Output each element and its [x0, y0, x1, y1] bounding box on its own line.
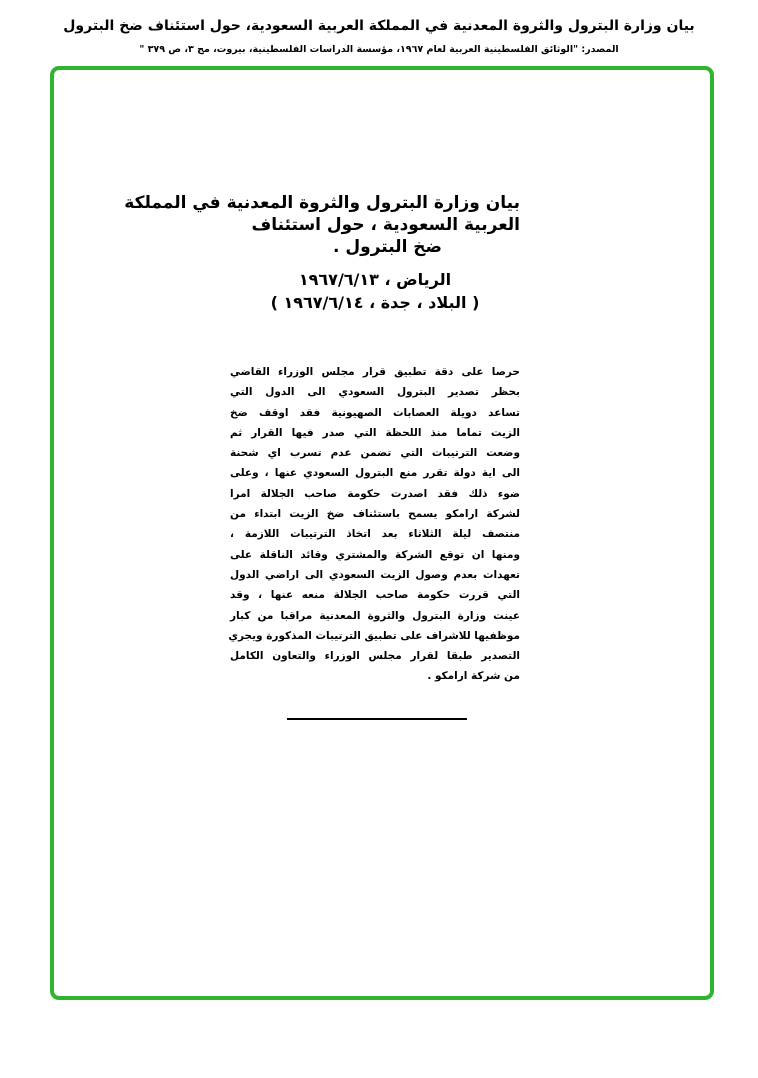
body-line: تعهدات بعدم وصول الزيت السعودي الى اراضي الدول	[230, 568, 520, 581]
body-line: وضعت الترتيبات التي تضمن عدم تسرب اي شحنة	[230, 447, 520, 460]
body-line: الزيت تماما منذ اللحظة التي صدر فيها القرار ثم	[230, 426, 520, 439]
document-title-line: ضخ البترول .	[333, 237, 442, 257]
page-header	[20, 14, 738, 58]
document-title-line: بيان وزارة البترول والثروة المعدنية في المملكة	[124, 193, 520, 213]
body-line: حرصا على دقة تطبيق قرار مجلس الوزراء القاضي	[230, 366, 520, 378]
body-line: لشركة ارامكو يسمح باستئناف ضخ الزيت ابتداء من	[230, 508, 520, 521]
body-line: موظفيها للاشراف على تطبيق الترتيبات المذكورة ويجري	[228, 629, 520, 642]
body-line: الى اية دولة تقرر منع البترول السعودي عنها ، وعلى	[230, 467, 520, 480]
body-line: منتصف ليلة الثلاثاء بعد اتخاذ الترتيبات اللازمة ،	[230, 528, 520, 541]
body-line: عينت وزارة البترول والثروة المعدنية مراقبا من كبار	[230, 609, 520, 622]
body-line: التي قررت حكومة صاحب الجلالة منعه عنها ، وقد	[230, 589, 520, 602]
body-line: ضوء ذلك فقد اصدرت حكومة صاحب الجلالة امرا	[230, 487, 520, 500]
body-line: ومنها ان توقع الشركة والمشتري وقائد الناقلة على	[230, 548, 520, 561]
body-line: تساعد دويلة العصابات الصهيونية فقد اوقف ضخ	[230, 406, 520, 419]
dateline-source: ( البلاد ، جدة ، ١٩٦٧/٦/١٤ )	[270, 293, 480, 312]
document-title-line: العربية السعودية ، حول استئناف	[251, 215, 520, 235]
body-line: التصدير طبقا لقرار مجلس الوزراء والتعاون الكامل	[230, 650, 520, 663]
source-citation: المصدر: "الوثائق الفلسطينية العربية لعام ١٩٦٧، مؤسسة الدراسات الفلسطينية، بيروت، مج ٣، ص ٣٧٩ "	[139, 44, 619, 55]
document-dateline	[230, 268, 520, 314]
dateline-place-date: الرياض ، ١٩٦٧/٦/١٣	[298, 270, 452, 289]
body-line: بحظر تصدير البترول السعودي الى الدول التي	[230, 386, 520, 399]
closing-rule	[287, 718, 467, 720]
body-line: من شركة ارامكو .	[427, 670, 520, 683]
document-body	[230, 362, 520, 687]
page-title: بيان وزارة البترول والثروة المعدنية في المملكة العربية السعودية، حول استئناف ضخ البترول	[63, 18, 695, 34]
document-title	[124, 192, 520, 258]
